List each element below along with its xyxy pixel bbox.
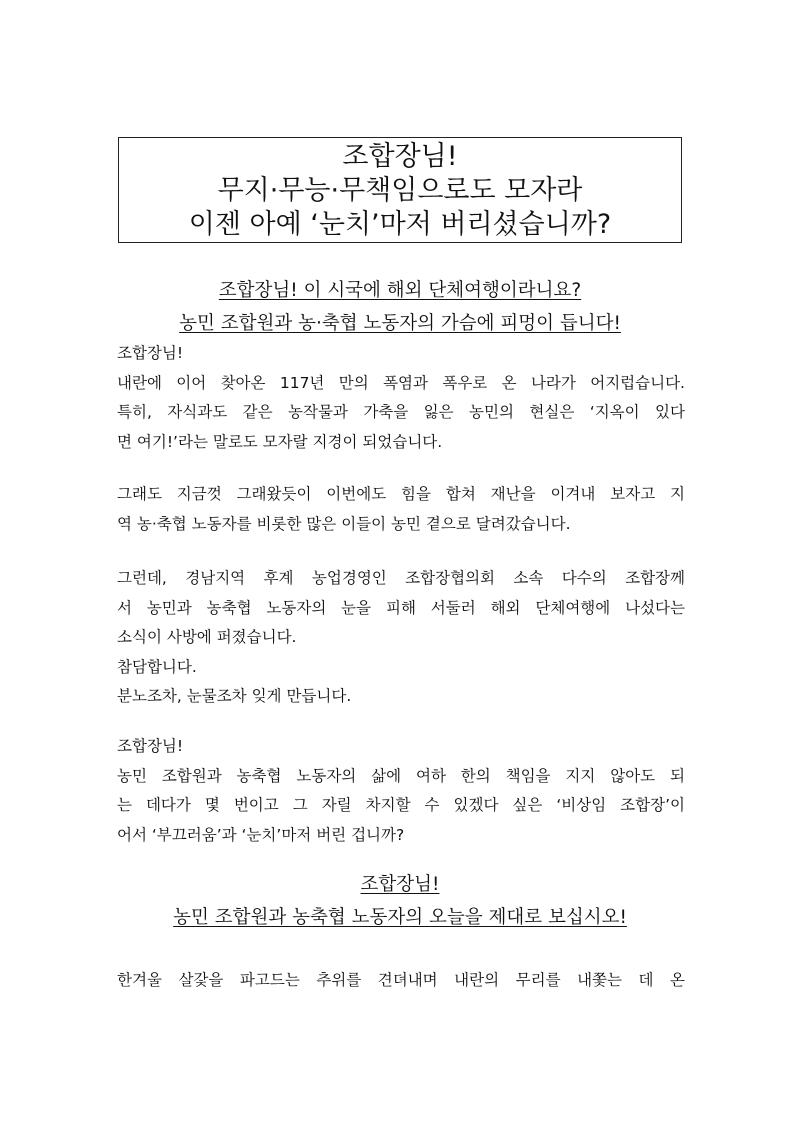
paragraph-4-line: 조합장님!: [117, 737, 184, 755]
paragraph-3-line: 그런데, 경남지역 후계 농업경영인 조합장협의회 소속 다수의 조합장께: [117, 569, 685, 587]
paragraph-1-line: 면 여기!’라는 말로도 모자랄 지경이 되었습니다.: [117, 432, 443, 451]
paragraph-2: [117, 480, 685, 539]
title-box: [118, 137, 682, 243]
paragraph-4: [117, 732, 685, 850]
paragraph-1-line: 조합장님!: [117, 344, 184, 362]
paragraph-2-line: 역 농·축협 노동자를 비롯한 많은 이들이 농민 곁으로 달려갔습니다.: [117, 514, 571, 533]
subhead-2-line-1: [0, 873, 800, 897]
paragraph-5: [117, 966, 685, 996]
subhead-2-line-2-text: 농민 조합원과 농축협 노동자의 오늘을 제대로 보십시오!: [173, 907, 627, 928]
paragraph-4-line: 는 데다가 몇 번이고 그 자릴 차지할 수 있겠다 싶은 ‘비상임 조합장’이: [117, 796, 685, 814]
subhead-1-line-1: [0, 279, 800, 303]
subhead-1-line-1-text: 조합장님! 이 시국에 해외 단체여행이라니요?: [218, 280, 582, 301]
paragraph-3-line: 참담합니다.: [117, 657, 197, 676]
title-line-1: 조합장님!: [342, 141, 458, 172]
subhead-1-line-2-text: 농민 조합원과 농·축협 노동자의 가슴에 피멍이 듭니다!: [179, 313, 621, 334]
paragraph-5-line: 한겨울 살갗을 파고드는 추위를 견뎌내며 내란의 무리를 내쫓는 데 온: [117, 971, 685, 989]
paragraph-2-line: 그래도 지금껏 그래왔듯이 이번에도 힘을 합쳐 재난을 이겨내 보자고 지: [117, 485, 685, 503]
subhead-2-line-2: [0, 906, 800, 930]
paragraph-1: [117, 339, 685, 457]
subhead-1-line-2: [0, 312, 800, 336]
paragraph-3-line: 서 농민과 농축협 노동자의 눈을 피해 서둘러 해외 단체여행에 나섰다는: [117, 598, 685, 617]
paragraph-3: [117, 564, 685, 712]
paragraph-3-line: 소식이 사방에 퍼졌습니다.: [117, 628, 297, 646]
paragraph-4-line: 농민 조합원과 농축협 노동자의 삶에 여하 한의 책임을 지지 않아도 되: [117, 766, 685, 785]
paragraph-4-line: 어서 ‘부끄러움’과 ‘눈치’마저 버린 겁니까?: [117, 825, 405, 844]
subhead-2-line-1-text: 조합장님!: [360, 874, 440, 895]
title-line-3: 이젠 아예 ‘눈치’마저 버리셨습니까?: [188, 209, 612, 240]
title-line-2: 무지·무능·무책임으로도 모자라: [217, 175, 583, 206]
paragraph-1-line: 특히, 자식과도 같은 농작물과 가축을 잃은 농민의 현실은 ‘지옥이 있다: [117, 403, 685, 421]
paragraph-1-line: 내란에 이어 찾아온 117년 만의 폭염과 폭우로 온 나라가 어지럽습니다.: [117, 373, 685, 392]
paragraph-3-line: 분노조차, 눈물조차 잊게 만듭니다.: [117, 687, 352, 705]
